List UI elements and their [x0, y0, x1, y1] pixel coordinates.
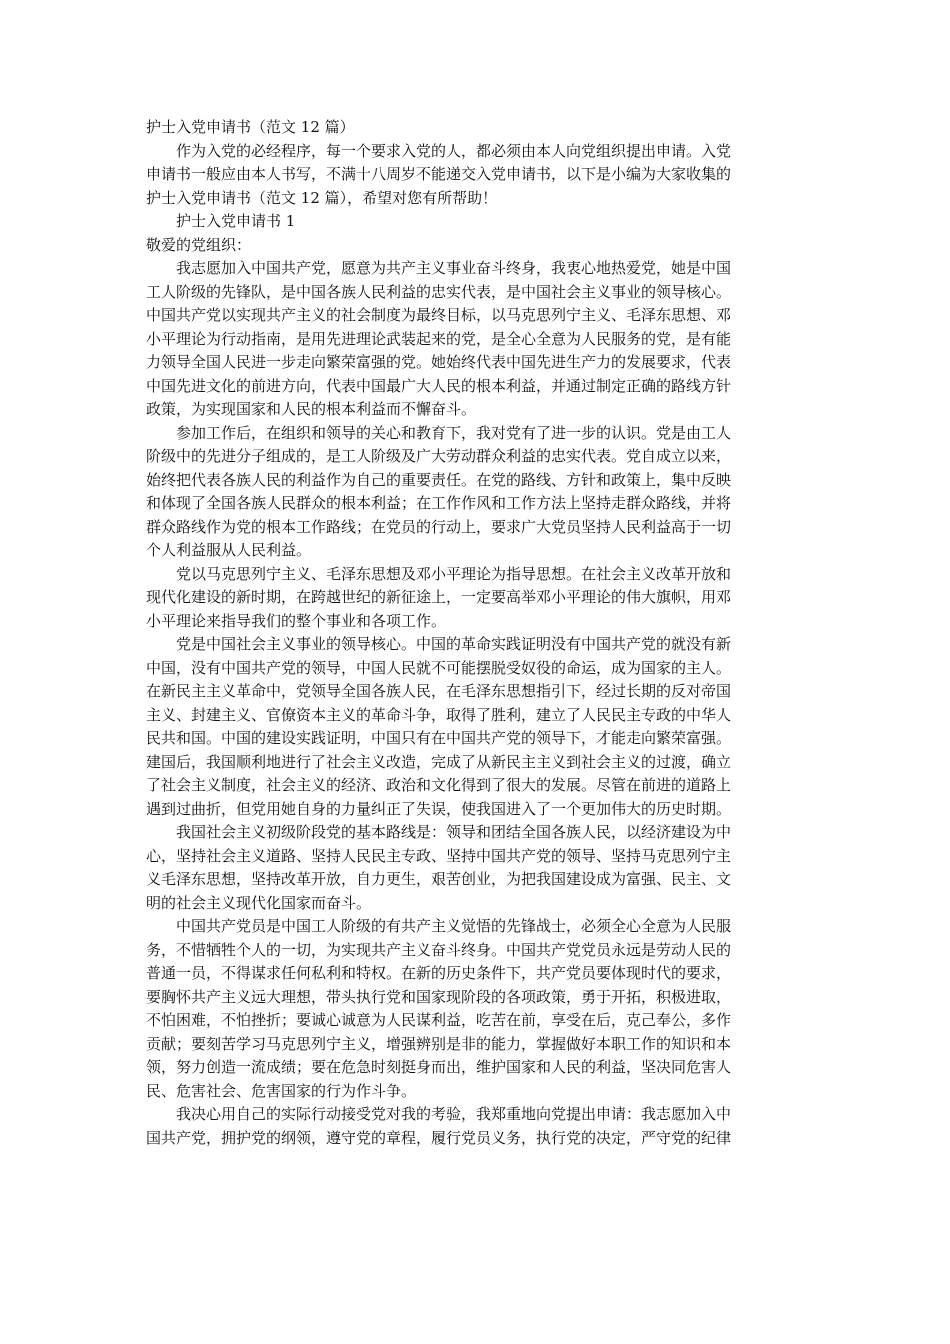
text-line: 和体现了全国各族人民群众的根本利益；在工作作风和工作方法上坚持走群众路线，并将: [146, 494, 732, 512]
paragraph: [146, 140, 810, 211]
paragraph: [146, 422, 810, 563]
text-line: 中国共产党以实现共产主义的社会制度为最终目标，以马克思列宁主义、毛泽东思想、邓: [146, 306, 732, 324]
text-line: 敬爱的党组织：: [146, 235, 252, 254]
paragraph: [146, 915, 810, 1103]
text-line: 始终把代表各族人民的利益作为自己的重要责任。在党的路线、方针和政策上，集中反映: [146, 470, 732, 489]
text-line: 现代化建设的新时期，在跨越世纪的新征途上，一定要高举邓小平理论的伟大旗帜，用邓: [146, 588, 732, 606]
text-line: 义毛泽东思想，坚持改革开放，自力更生，艰苦创业，为把我国建设成为富强、民主、文: [146, 870, 732, 888]
document-page: [146, 116, 810, 1150]
text-line: 小平理论来指导我们的整个事业和各项工作。: [146, 611, 447, 630]
text-line: 中国，没有中国共产党的领导，中国人民就不可能摆脱受奴役的命运，成为国家的主人。: [146, 658, 732, 677]
text-line: 了社会主义制度，社会主义的经济、政治和文化得到了很大的发展。尽管在前进的道路上: [146, 776, 732, 794]
text-line: 我国社会主义初级阶段党的基本路线是：领导和团结全国各族人民，以经济建设为中: [176, 823, 732, 841]
text-line: 普通一员，不得谋求任何私利和特权。在新的历史条件下，共产党员要体现时代的要求，: [146, 964, 732, 982]
text-line: 心，坚持社会主义道路、坚持人民民主专政、坚持中国共产党的领导、坚持马克思列宁主: [146, 846, 732, 865]
text-line: 国共产党，拥护党的纲领，遵守党的章程，履行党员义务，执行党的决定，严守党的纪律: [146, 1128, 732, 1147]
text-line: 民、危害社会、危害国家的行为作斗争。: [146, 1081, 417, 1100]
text-line: 要胸怀共产主义远大理想，带头执行党和国家现阶段的各项政策，勇于开拓，积极进取，: [146, 987, 732, 1006]
text-line: 中国共产党员是中国工人阶级的有共产主义觉悟的先锋战士，必须全心全意为人民服: [176, 917, 732, 935]
text-line: 护士入党申请书 1: [176, 212, 296, 230]
text-line: 群众路线作为党的根本工作路线；在党员的行动上，要求广大党员坚持人民利益高于一切: [146, 517, 732, 536]
text-line: 贡献；要刻苦学习马克思列宁主义，增强辨别是非的能力，掌握做好本职工作的知识和本: [146, 1034, 732, 1053]
paragraph: [146, 1103, 810, 1150]
paragraph: [146, 633, 810, 821]
text-line: 党是中国社会主义事业的领导核心。中国的革命实践证明没有中国共产党的就没有新: [176, 635, 732, 653]
text-line: 个人利益服从人民利益。: [146, 541, 312, 559]
text-line: 我决心用自己的实际行动接受党对我的考验，我郑重地向党提出申请：我志愿加入中: [176, 1105, 732, 1123]
text-line: 我志愿加入中国共产党，愿意为共产主义事业奋斗终身，我衷心地热爱党，她是中国: [176, 259, 732, 277]
text-line: 作为入党的必经程序，每一个要求入党的人，都必须由本人向党组织提出申请。入党: [176, 141, 732, 160]
text-line: 护士入党申请书（范文 12 篇），希望对您有所帮助！: [146, 188, 498, 207]
paragraph: [146, 210, 810, 234]
text-line: 小平理论为行动指南，是用先进理论武装起来的党，是全心全意为人民服务的党，是有能: [146, 329, 732, 348]
document-body: [146, 140, 810, 1151]
text-line: 在新民主主义革命中，党领导全国各族人民，在毛泽东思想指引下，经过长期的反对帝国: [146, 682, 732, 700]
text-line: 工人阶级的先锋队，是中国各族人民利益的忠实代表，是中国社会主义事业的领导核心。: [146, 282, 732, 301]
text-line: 政策，为实现国家和人民的根本利益而不懈奋斗。: [146, 400, 477, 418]
paragraph: [146, 257, 810, 422]
text-line: 建国后，我国顺利地进行了社会主义改造，完成了从新民主主义到社会主义的过渡，确立: [146, 752, 732, 771]
text-line: 党以马克思列宁主义、毛泽东思想及邓小平理论为指导思想。在社会主义改革开放和: [176, 564, 732, 583]
paragraph: [146, 821, 810, 915]
text-line: 务，不惜牺牲个人的一切，为实现共产主义奋斗终身。中国共产党党员永远是劳动人民的: [146, 940, 732, 959]
document-title: 护士入党申请书（范文 12 篇）: [146, 118, 355, 136]
text-line: 阶级中的先进分子组成的，是工人阶级及广大劳动群众利益的忠实代表。党自成立以来，: [146, 447, 732, 465]
text-line: 明的社会主义现代化国家而奋斗。: [146, 893, 372, 912]
text-line: 遇到过曲折，但党用她自身的力量纠正了失误，使我国进入了一个更加伟大的历史时期。: [146, 799, 732, 818]
text-line: 民共和国。中国的建设实践证明，中国只有在中国共产党的领导下，才能走向繁荣富强。: [146, 729, 732, 747]
text-line: 领，努力创造一流成绩；要在危急时刻挺身而出，维护国家和人民的利益，坚决同危害人: [146, 1058, 732, 1076]
text-line: 申请书一般应由本人书写，不满十八周岁不能递交入党申请书，以下是小编为大家收集的: [146, 165, 732, 183]
text-line: 参加工作后，在组织和领导的关心和教育下，我对党有了进一步的认识。党是由工人: [176, 423, 732, 442]
text-line: 不怕困难，不怕挫折；要诚心诚意为人民谋利益，吃苦在前，享受在后，克己奉公，多作: [146, 1011, 732, 1029]
paragraph: [146, 234, 810, 258]
text-line: 主义、封建主义、官僚资本主义的革命斗争，取得了胜利，建立了人民民主专政的中华人: [146, 705, 732, 724]
paragraph: [146, 563, 810, 634]
text-line: 力领导全国人民进一步走向繁荣富强的党。她始终代表中国先进生产力的发展要求，代表: [146, 353, 732, 371]
text-line: 中国先进文化的前进方向，代表中国最广大人民的根本利益，并通过制定正确的路线方针: [146, 376, 732, 395]
